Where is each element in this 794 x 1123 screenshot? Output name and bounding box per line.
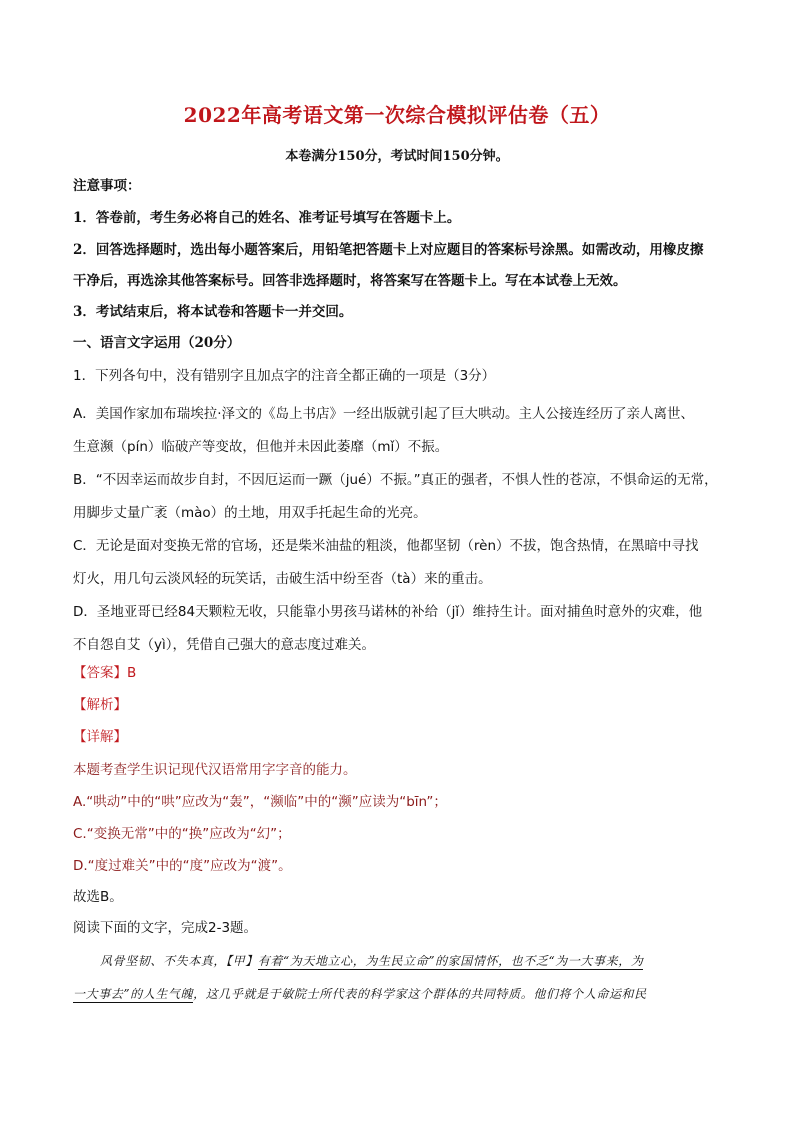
detail-label: 【详解】 [73,729,127,745]
passage-line-2 [73,984,733,1004]
passage-underlined-text-2: 一大事去”的人生气魄 [73,987,194,1001]
exam-title: 2022年高考语文第一次综合模拟评估卷（五） [183,103,611,127]
option-b-line-1: B．“不因幸运而故步自封，不因厄运而一蹶（jué）不振。”真正的强者，不惧人性的苍凉，不惧命运的无常， [73,472,718,488]
notice-item-2a: 2．回答选择题时，选出每小题答案后，用铅笔把答题卡上对应题目的答案标号涂黑。如需改动，用橡皮擦 [73,242,704,258]
passage-line-1 [100,951,760,971]
notice-heading: 注意事项： [73,178,141,194]
passage-text: 风骨坚韧、不失本真，【甲】 [100,954,258,968]
exam-subtitle: 本卷满分150分，考试时间150分钟。 [285,149,509,164]
passage-text-2: ，这几乎就是于敏院士所代表的科学家这个群体的共同特质。他们将个人命运和民 [193,987,647,1001]
option-a-line-1: A．美国作家加布瑞埃拉·泽文的《岛上书店》一经出版就引起了巨大哄动。主人公接连经历了亲人离世、 [73,406,695,422]
option-d-line-2: 不自怨自艾（yì），凭借自己强大的意志度过难关。 [73,637,375,653]
passage-underlined-text: 有着“为天地立心，为生民立命”的家国情怀，也不乏“为一大事来，为 [257,954,644,968]
answer-label: 【答案】B [73,665,137,681]
option-c-line-2: 灯火，用几句云淡风轻的玩笑话，击破生活中纷至沓（tà）来的重击。 [73,571,492,587]
notice-item-3: 3．考试结束后，将本试卷和答题卡一并交回。 [73,304,353,320]
detail-line-2: A.“哄动”中的“哄”应改为“轰”，“濒临”中的“濒”应读为“bīn”； [73,794,447,810]
option-b-line-2: 用脚步丈量广袤（mào）的土地，用双手托起生命的光亮。 [73,505,427,521]
detail-line-4: D.“度过难关”中的“度”应改为“渡”。 [73,858,292,874]
choose-line: 故选B。 [73,889,123,905]
option-a-line-2: 生意濒（pín）临破产等变故，但他并未因此萎靡（mǐ）不振。 [73,439,449,455]
detail-line-3: C.“变换无常”中的“换”应改为“幻”； [73,826,291,842]
detail-line-1: 本题考查学生识记现代汉语常用字字音的能力。 [73,762,357,778]
option-c-line-1: C．无论是面对变换无常的官场，还是柴米油盐的粗淡，他都坚韧（rèn）不拔，饱含热情，在黑暗中寻找 [73,538,699,554]
question-stem: 1．下列各句中，没有错别字且加点字的注音全都正确的一项是（3分） [73,368,496,384]
notice-item-2b: 干净后，再选涂其他答案标号。回答非选择题时，将答案写在答题卡上。写在本试卷上无效。 [73,273,627,289]
reading-intro: 阅读下面的文字，完成2-3题。 [73,920,258,936]
analysis-label: 【解析】 [73,697,127,713]
section-heading: 一、语言文字运用（20分） [73,335,241,351]
notice-item-1: 1．答卷前，考生务必将自己的姓名、准考证号填写在答题卡上。 [73,210,461,226]
option-d-line-1: D．圣地亚哥已经84天颗粒无收，只能靠小男孩马诺林的补给（jǐ）维持生计。面对捕鱼时意外的灾难，他 [73,604,703,620]
